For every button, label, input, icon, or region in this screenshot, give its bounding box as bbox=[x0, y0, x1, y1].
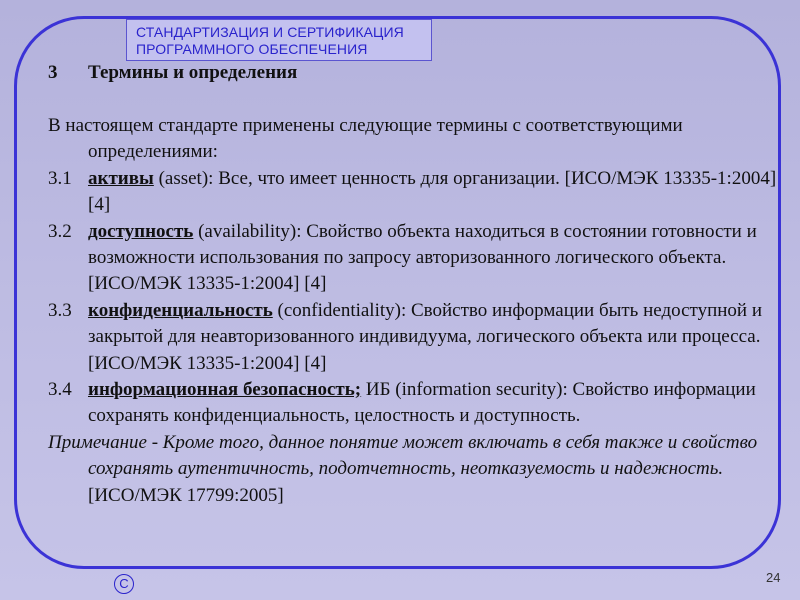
section-title: Термины и определения bbox=[88, 62, 298, 83]
term-number: 3.3 bbox=[48, 299, 72, 321]
page-number: 24 bbox=[766, 570, 781, 585]
term-number: 3.2 bbox=[48, 220, 72, 242]
term-number: 3.4 bbox=[48, 379, 72, 401]
term-3-4 bbox=[48, 377, 778, 430]
term-3-2 bbox=[48, 219, 778, 298]
term-definition: (asset): Все, что имеет ценность для организации. [ИСО/МЭК 13335-1:2004] [4] bbox=[88, 167, 777, 216]
note-reference: [ИСО/МЭК 17799:2005] bbox=[88, 484, 284, 506]
section-number: 3 bbox=[48, 62, 58, 83]
term-name: конфиденциальность bbox=[88, 299, 273, 321]
term-definition: (availability): Свойство объекта находиться в состоянии готовности и возможности использования по запросу авторизованного логического объекта. [ИСО/МЭК 13335-1:2004] [4] bbox=[88, 220, 757, 295]
header-line-2: ПРОГРАММНОГО ОБЕСПЕЧЕНИЯ bbox=[136, 41, 368, 57]
term-3-3 bbox=[48, 298, 778, 377]
term-3-1 bbox=[48, 166, 778, 219]
copyright-icon: C bbox=[114, 574, 134, 594]
term-definition: ИБ (information security): Свойство информации сохранять конфиденциальность, целостность и доступность. bbox=[88, 379, 756, 427]
intro-paragraph: В настоящем стандарте применены следующие термины с соответствующими определениями: bbox=[48, 115, 683, 163]
term-name: информационная безопасность; bbox=[88, 379, 362, 401]
header-line-1: СТАНДАРТИЗАЦИЯ И СЕРТИФИКАЦИЯ bbox=[136, 24, 404, 40]
term-name: доступность bbox=[88, 220, 194, 242]
term-definition: (confidentiality): Свойство информации быть недоступной и закрытой для неавторизованного индивидуума, логического объекта или процесса. [ИСО/МЭК 13335-1:2004] [4] bbox=[88, 299, 762, 374]
term-name: активы bbox=[88, 167, 154, 189]
term-number: 3.1 bbox=[48, 167, 72, 189]
slide-header bbox=[126, 19, 432, 61]
note-paragraph bbox=[48, 430, 778, 509]
slide-body bbox=[48, 113, 778, 509]
note-text: Примечание - Кроме того, данное понятие может включать в себя также и свойство сохранять аутентичность, подотчетность, неотказуемость и надежность. bbox=[48, 431, 758, 480]
